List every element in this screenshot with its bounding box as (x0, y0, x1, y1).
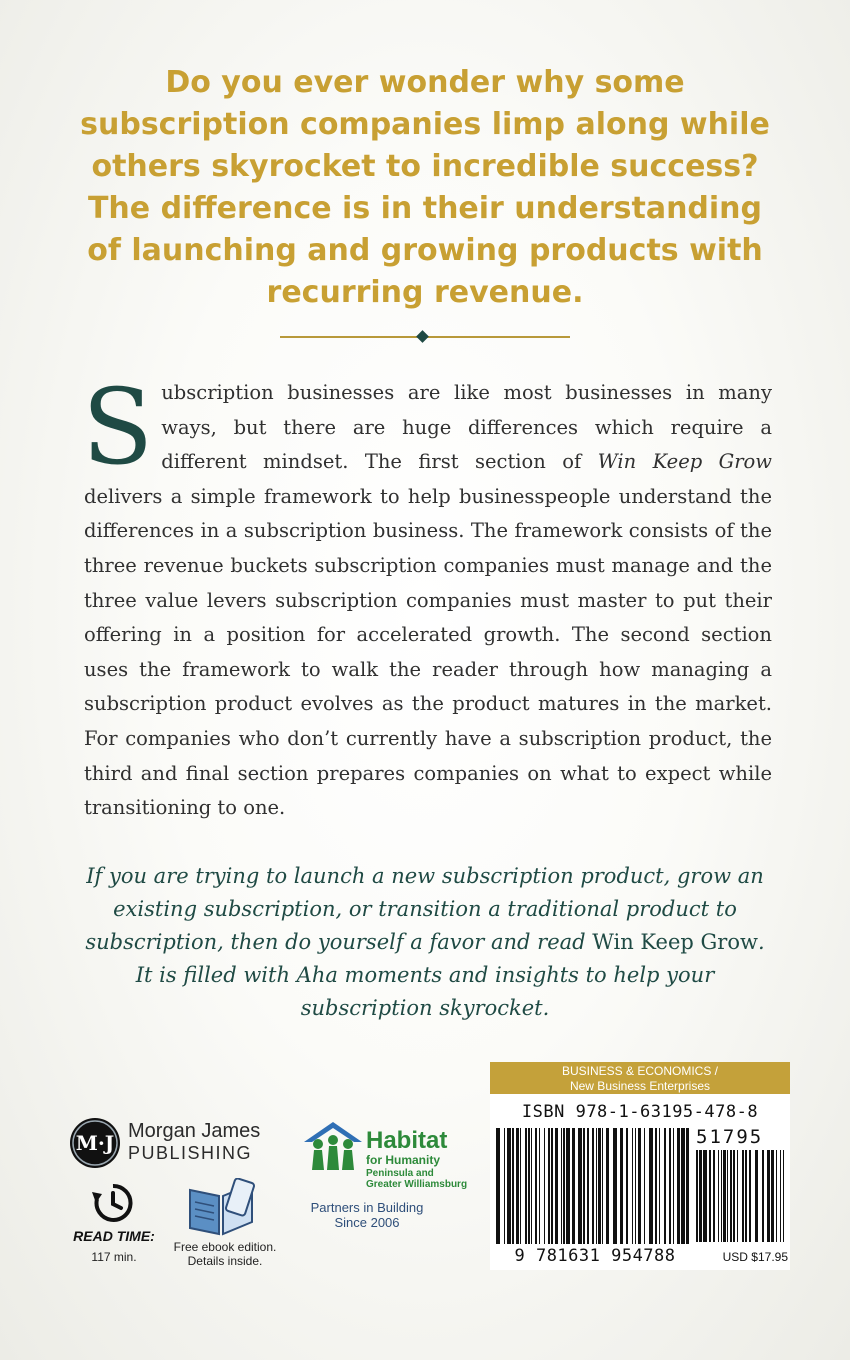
headline (60, 62, 790, 314)
habitat-region-line: Peninsula and (366, 1168, 434, 1179)
barcode-block (490, 1062, 790, 1270)
isbn-text: ISBN 978-1-63195-478-8 (521, 1102, 759, 1122)
ebook-line: Free ebook edition. (173, 1240, 277, 1254)
barcode-digits: 9 781631 954788 (514, 1246, 676, 1266)
read-time-label: READ TIME: (73, 1228, 155, 1244)
quote-part1: If you are trying to launch a new subscription product, grow an existing subscription, or transition a traditional product to subscription, then do yourself a favor and read (85, 864, 764, 954)
publisher-name (128, 1120, 260, 1164)
category-label (490, 1062, 790, 1094)
description-part1: ubscription businesses are like most businesses in many ways, but there are huge differences which require a different mindset. The first section of (161, 381, 772, 474)
clock-refresh-icon (90, 1180, 136, 1226)
svg-text:M·J: M·J (75, 1131, 115, 1155)
ean-barcode (496, 1128, 692, 1244)
diamond-ornament (416, 330, 429, 343)
headline-line: of launching and growing products with (87, 233, 763, 268)
habitat-region (366, 1168, 467, 1190)
headline-line: Do you ever wonder why some (165, 65, 685, 100)
quote-part2: . It is filled with Aha moments and insights to help your subscription skyrocket. (135, 930, 765, 1020)
addon-barcode (696, 1150, 784, 1242)
price-code: 51795 (696, 1126, 764, 1148)
ebook-line: Details inside. (187, 1254, 263, 1268)
category-line: New Business Enterprises (569, 1079, 711, 1093)
partners-line: Since 2006 (334, 1215, 400, 1230)
read-time-value: 117 min. (91, 1250, 137, 1264)
book-title-italic: Win Keep Grow (597, 450, 772, 474)
habitat-house-icon (302, 1120, 364, 1172)
quote-book-title: Win Keep Grow (592, 930, 758, 954)
habitat-name: Habitat (366, 1127, 448, 1154)
partners-note (300, 1200, 434, 1230)
headline-line: The difference is in their understanding (87, 191, 763, 226)
habitat-sub: for Humanity (366, 1153, 441, 1167)
ebook-icon (186, 1178, 256, 1236)
habitat-region-line: Greater Williamsburg (366, 1179, 468, 1190)
headline-line: recurring revenue. (266, 275, 584, 310)
description-part2: delivers a simple framework to help businesspeople understand the differences in a subscription business. The framework consists of the three revenue buckets subscription companies must manage and the three value levers subscription companies must master to put their offering in a position for accelerated growth. The second section uses the framework to walk the reader through how managing a subscription product evolves as the product matures in the market. For companies who don’t currently have a subscription product, the third and final section prepares companies on what to expect while transitioning to one. (84, 484, 772, 820)
headline-line: others skyrocket to incredible success? (91, 149, 759, 184)
headline-line: subscription companies limp along while (80, 107, 770, 142)
description-paragraph (82, 366, 772, 826)
testimonial-quote (80, 860, 770, 1025)
ebook-note (160, 1240, 290, 1268)
publisher-sub: PUBLISHING (128, 1143, 253, 1163)
price-label: USD $17.95 (722, 1250, 788, 1264)
morgan-james-logo-icon (70, 1118, 120, 1168)
partners-line: Partners in Building (310, 1200, 424, 1215)
category-line: BUSINESS & ECONOMICS / (561, 1064, 719, 1078)
publisher-title: Morgan James (128, 1120, 261, 1142)
drop-cap: S (82, 366, 154, 488)
